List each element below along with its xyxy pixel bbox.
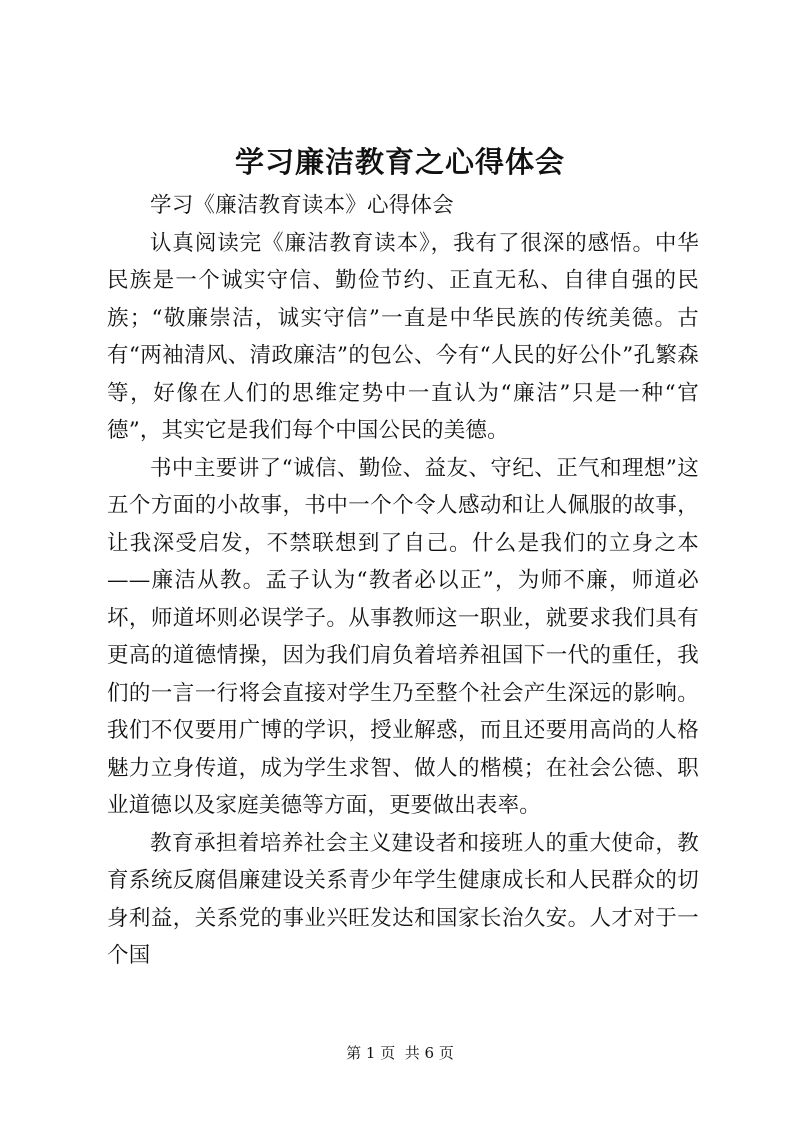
page-footer bbox=[0, 1042, 800, 1064]
paragraph-1: 认真阅读完《廉洁教育读本》，我有了很深的感悟。中华民族是一个诚实守信、勤俭节约、正直无私、自律自强的民族；“敬廉崇洁，诚实守信”一直是中华民族的传统美德。古有“两袖清风、清政廉洁”的包公、今有“人民的好公仆”孔繁森等，好像在人们的思维定势中一直认为“廉洁”只是一种“官德”，其实它是我们每个中国公民的美德。 bbox=[107, 230, 699, 443]
paragraph-2: 书中主要讲了“诚信、勤俭、益友、守纪、正气和理想”这五个方面的小故事，书中一个个令人感动和让人佩服的故事，让我深受启发，不禁联想到了自己。什么是我们的立身之本——廉洁从教。孟子认为“教者必以正”，为师不廉，师道必坏，师道坏则必误学子。从事教师这一职业，就要求我们具有更高的道德情操，因为我们肩负着培养祖国下一代的重任，我们的一言一行将会直接对学生乃至整个社会产生深远的影响。我们不仅要用广博的学识，授业解惑，而且还要用高尚的人格魅力立身传道，成为学生求智、做人的楷模；在社会公德、职业道德以及家庭美德等方面，更要做出表率。 bbox=[107, 455, 699, 818]
page-number: 第 1 页 共 6 页 bbox=[346, 1044, 454, 1062]
paragraph-3: 教育承担着培养社会主义建设者和接班人的重大使命，教育系统反腐倡廉建设关系青少年学生健康成长和人民群众的切身利益，关系党的事业兴旺发达和国家长治久安。人才对于一个国 bbox=[107, 830, 699, 968]
document-title: 学习廉洁教育之心得体会 bbox=[234, 145, 565, 179]
document-subtitle: 学习《廉洁教育读本》心得体会 bbox=[150, 193, 454, 218]
document-body bbox=[107, 187, 699, 975]
